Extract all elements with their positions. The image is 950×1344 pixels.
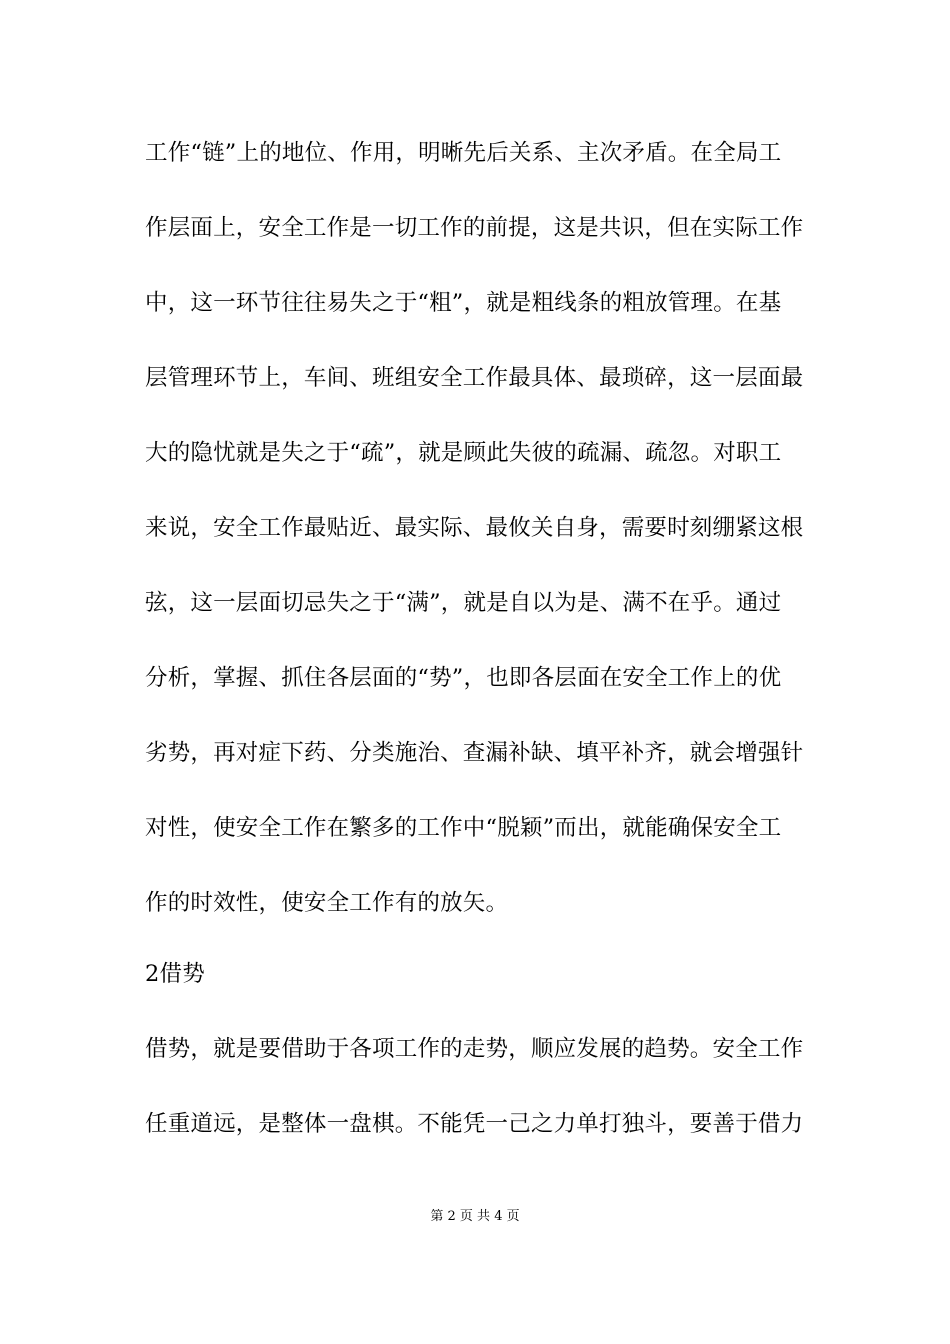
body-text-line: 中，这一环节往往易失之于“粗”，就是粗线条的粗放管理。在基 [145,290,782,316]
body-text-line: 任重道远，是整体一盘棋。不能凭一己之力单打独斗，要善于借力 [145,1111,804,1137]
body-text-line: 层管理环节上，车间、班组安全工作最具体、最琐碎，这一层面最 [145,365,804,391]
body-text-line: 来说，安全工作最贴近、最实际、最攸关自身，需要时刻绷紧这根 [145,515,804,541]
body-text-line: 大的隐忧就是失之于“疏”，就是顾此失彼的疏漏、疏忽。对职工 [145,440,782,466]
body-text-line: 弦，这一层面切忌失之于“满”，就是自以为是、满不在乎。通过 [145,590,782,616]
page-footer [0,1208,950,1226]
section-heading: 2借势 [145,961,205,987]
body-text-line: 对性，使安全工作在繁多的工作中“脱颖”而出，就能确保安全工 [145,815,782,841]
body-text-line: 工作“链”上的地位、作用，明晰先后关系、主次矛盾。在全局工 [145,140,782,166]
page-number: 第 2 页 共 4 页 [430,1209,520,1224]
body-text-line: 劣势，再对症下药、分类施治、查漏补缺、填平补齐，就会增强针 [145,740,804,766]
body-text-line: 分析，掌握、抓住各层面的“势”，也即各层面在安全工作上的优 [145,665,782,691]
body-text-line: 作层面上，安全工作是一切工作的前提，这是共识，但在实际工作 [145,215,804,241]
body-text-line: 作的时效性，使安全工作有的放矢。 [145,890,509,916]
body-text-line: 借势，就是要借助于各项工作的走势，顺应发展的趋势。安全工作 [145,1036,804,1062]
